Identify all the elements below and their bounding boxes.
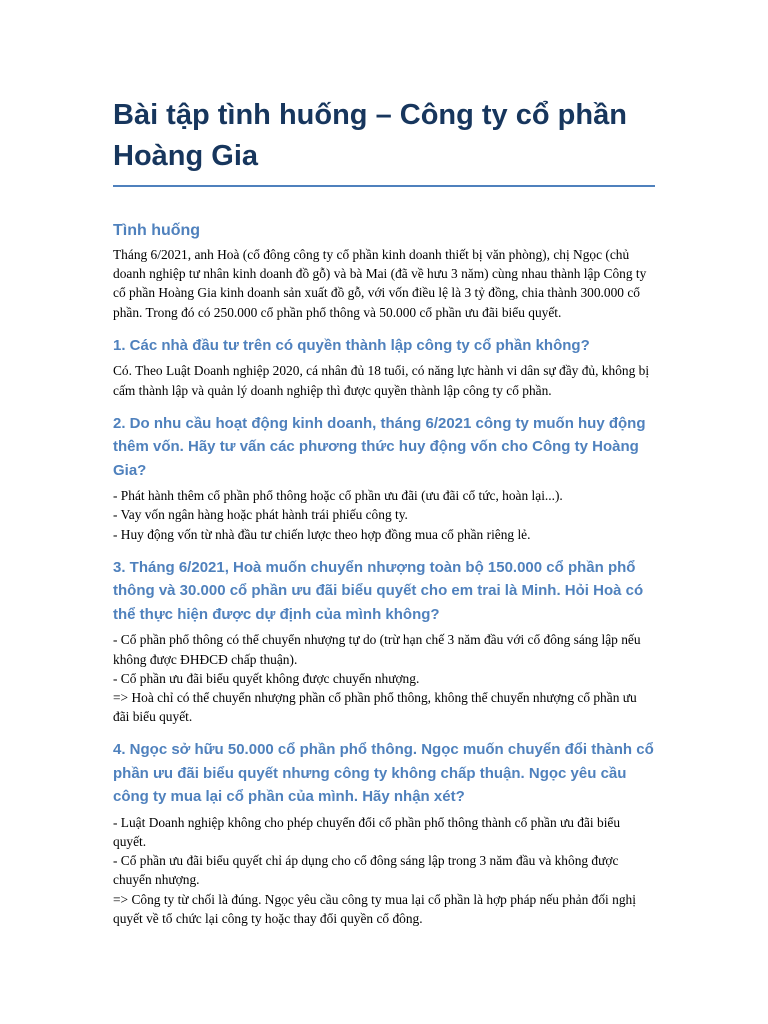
document-title: Bài tập tình huống – Công ty cổ phần Hoàng Gia — [113, 0, 655, 187]
intro-heading: Tình huống — [113, 222, 201, 239]
answer-line: - Luật Doanh nghiệp không cho phép chuyển đổi cổ phần phổ thông thành cổ phần ưu đãi biểu quyết. — [113, 814, 621, 850]
question-section-3 — [113, 556, 655, 727]
answer-line: - Cổ phần phổ thông có thể chuyển nhượng tự do (trừ hạn chế 3 năm đầu với cổ đông sáng lập nếu không được ĐHĐCĐ chấp thuận). — [113, 632, 641, 667]
question-section-4 — [113, 738, 655, 928]
question-section-2 — [113, 412, 655, 544]
answer-line: - Cổ phần ưu đãi biểu quyết chỉ áp dụng cho cổ đông sáng lập trong 3 năm đầu và không được chuyển nhượng. — [113, 853, 619, 888]
answer-line: - Cổ phần ưu đãi biểu quyết không được chuyển nhượng. — [113, 670, 420, 686]
answer-line: => Công ty từ chối là đúng. Ngọc yêu cầu công ty mua lại cổ phần là hợp pháp nếu phản đối nghị quyết về tổ chức lại công ty hoặc thay đổi quyền cổ đông. — [113, 891, 636, 926]
answer-line: => Hoà chỉ có thể chuyển nhượng phần cổ phần phổ thông, không thể chuyển nhượng cổ phần ưu đãi biểu quyết. — [113, 689, 637, 725]
answer-line: - Vay vốn ngân hàng hoặc phát hành trái phiếu công ty. — [113, 507, 408, 523]
question-section-1 — [113, 334, 655, 400]
document-page — [113, 0, 655, 928]
question-heading-3: 3. Tháng 6/2021, Hoà muốn chuyển nhượng toàn bộ 150.000 cổ phần phổ thông và 30.000 cổ phần ưu đãi biểu quyết cho em trai là Minh. Hỏi Hoà có thể thực hiện được dự định của mình không? — [113, 558, 644, 623]
question-heading-1: 1. Các nhà đầu tư trên có quyền thành lập công ty cổ phần không? — [113, 336, 590, 354]
intro-paragraph: Tháng 6/2021, anh Hoà (cổ đông công ty cổ phần kinh doanh thiết bị văn phòng), chị Ngọc (chủ doanh nghiệp tư nhân kinh doanh đồ gỗ) và bà Mai (đã về hưu 3 năm) cùng nhau thành lập Công ty cổ phần Hoàng Gia kinh doanh sản xuất đồ gỗ, với vốn điều lệ là 3 tỷ đồng, chia thành 300.000 cổ phần. Trong đó có 250.000 cổ phần phổ thông và 50.000 cổ phần ưu đãi biểu quyết. — [113, 247, 647, 320]
question-heading-2: 2. Do nhu cầu hoạt động kinh doanh, tháng 6/2021 công ty muốn huy động thêm vốn. Hãy tư vấn các phương thức huy động vốn cho Công ty Hoàng Gia? — [113, 414, 646, 479]
question-heading-4: 4. Ngọc sở hữu 50.000 cổ phần phổ thông. Ngọc muốn chuyển đổi thành cổ phần ưu đãi biểu quyết nhưng công ty không chấp thuận. Ngọc yêu cầu công ty mua lại cổ phần của mình. Hãy nhận xét? — [113, 741, 654, 806]
answer-line: - Huy động vốn từ nhà đầu tư chiến lược theo hợp đồng mua cổ phần riêng lẻ. — [113, 526, 531, 542]
answer-line: - Phát hành thêm cổ phần phổ thông hoặc cổ phần ưu đãi (ưu đãi cổ tức, hoàn lại...). — [113, 488, 563, 504]
answer-line: Có. Theo Luật Doanh nghiệp 2020, cá nhân đủ 18 tuổi, có năng lực hành vi dân sự đầy đủ, không bị cấm thành lập và quản lý doanh nghiệp thì được quyền thành lập công ty cổ phần. — [113, 363, 650, 398]
